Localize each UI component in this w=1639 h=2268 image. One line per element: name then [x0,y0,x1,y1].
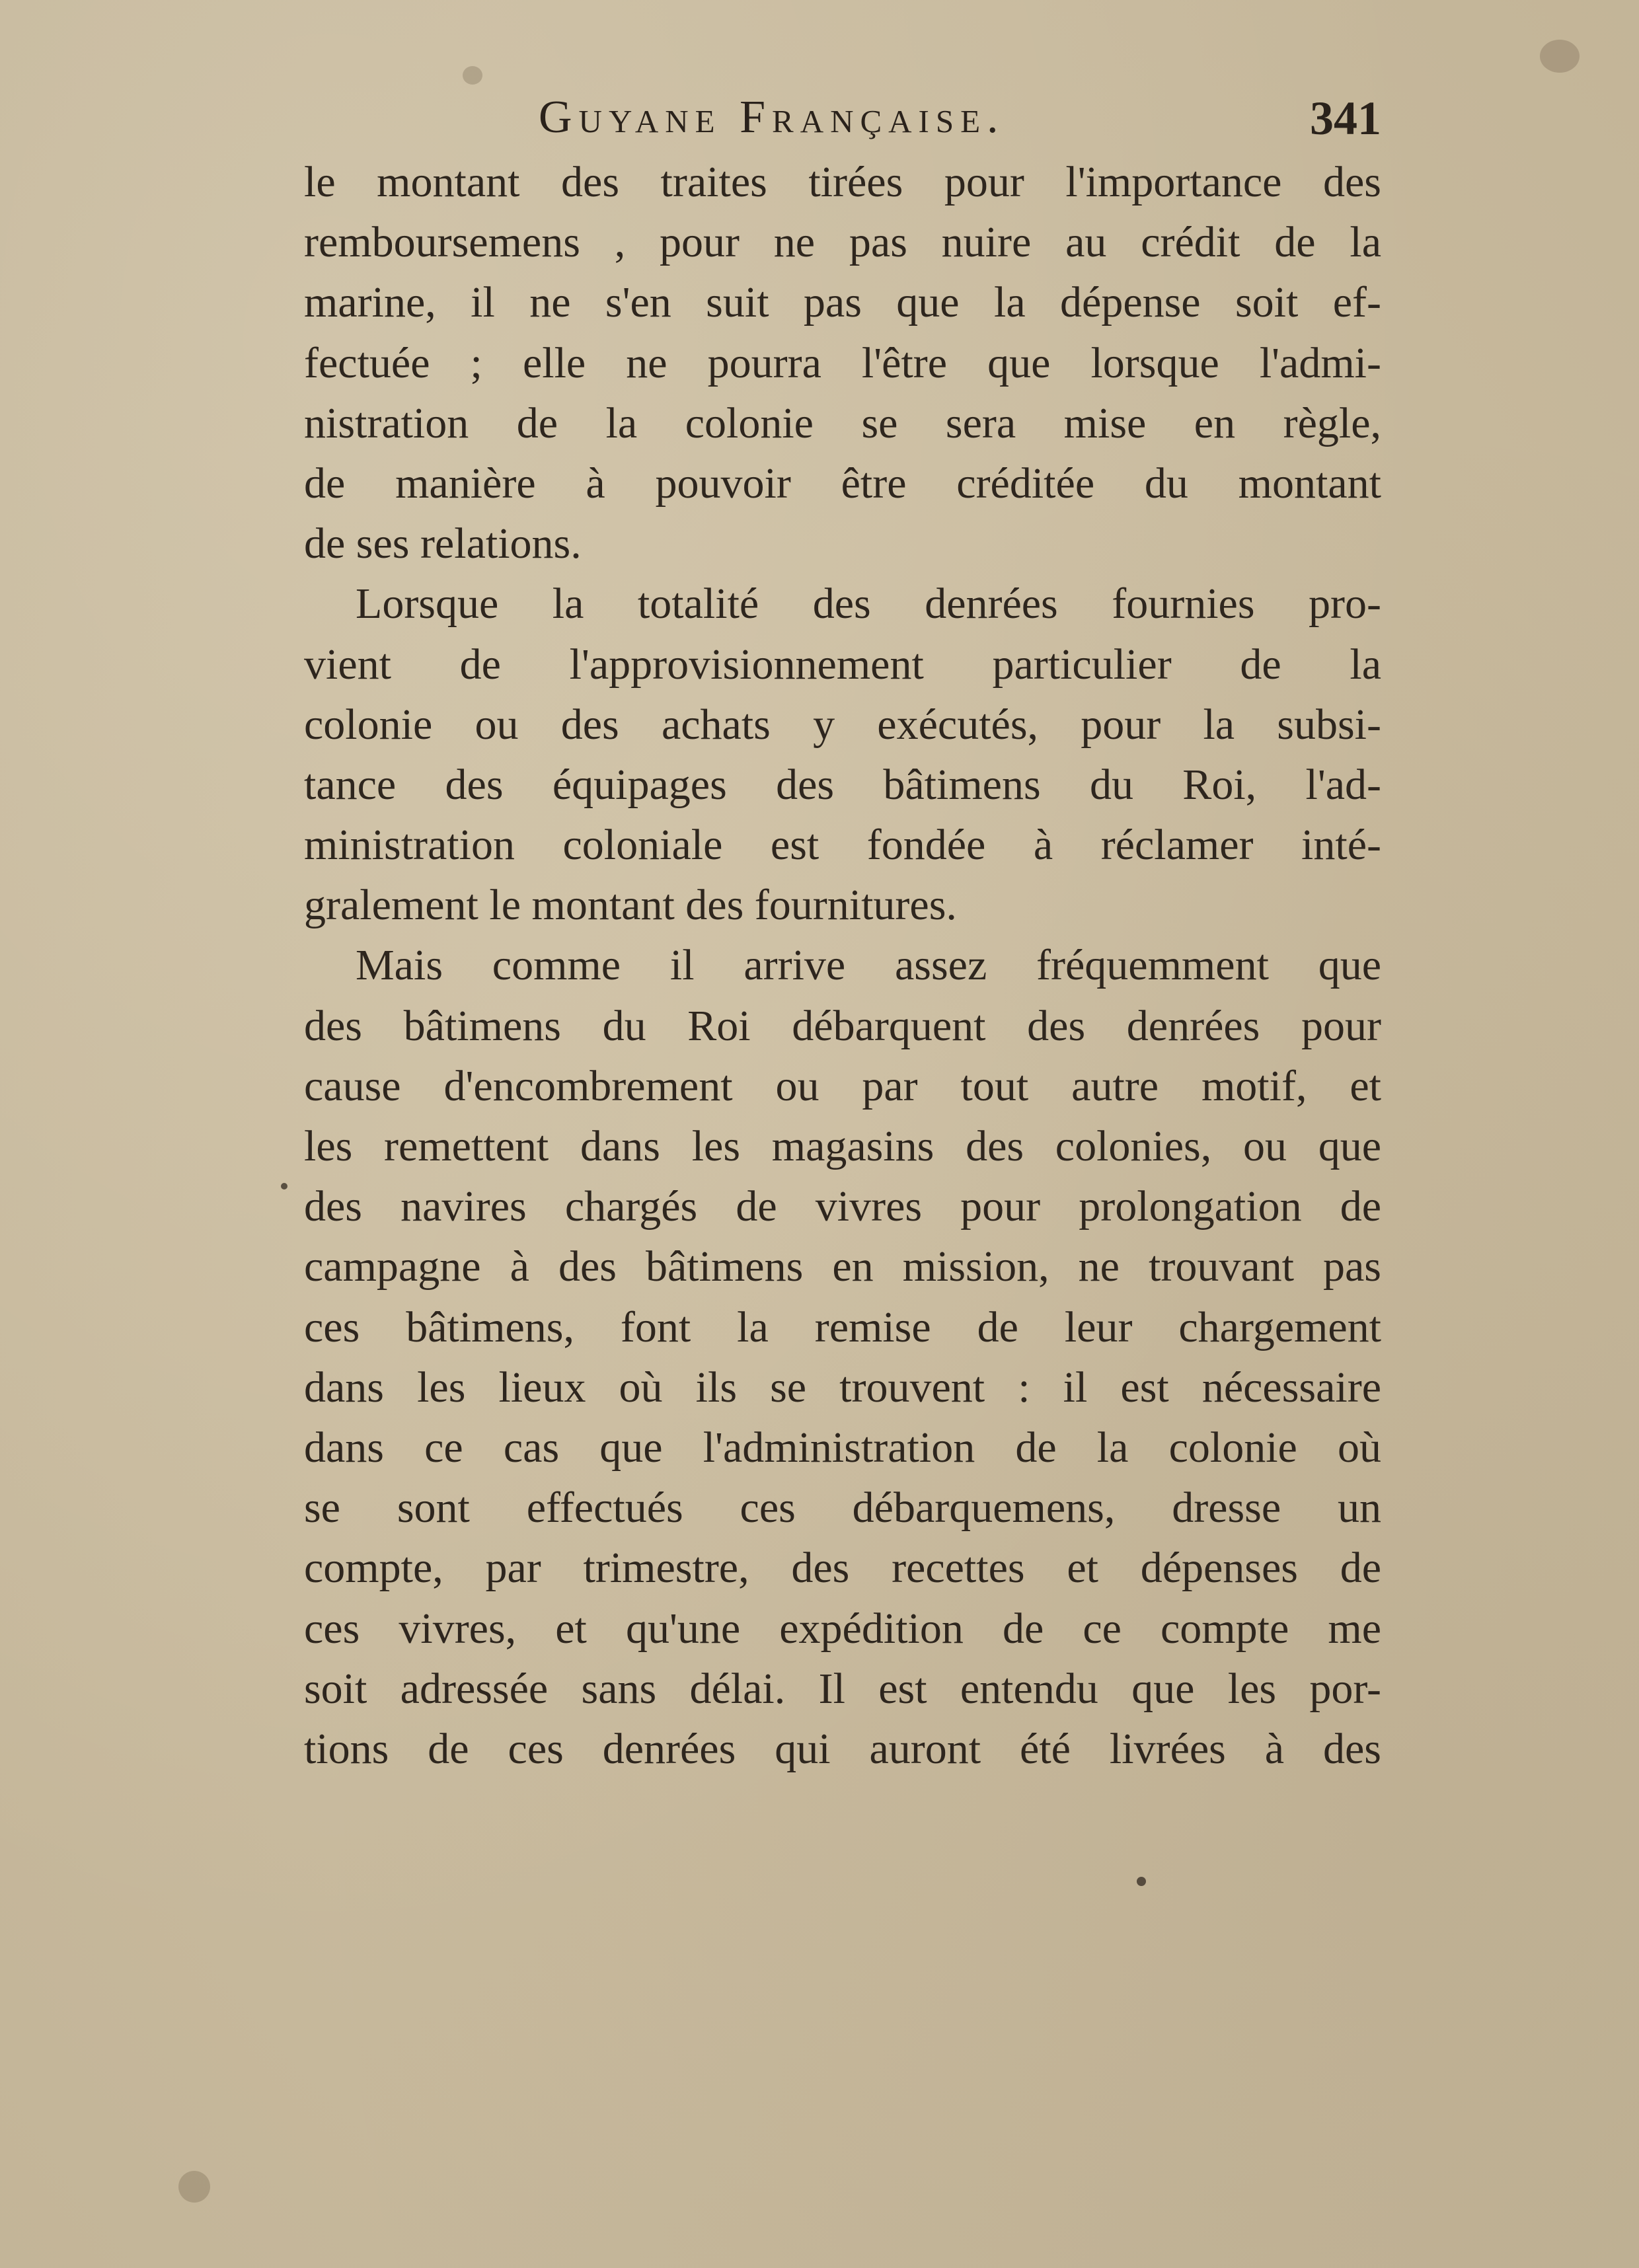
text-line: de ses relations. [304,519,582,568]
text-line: nistration de la colonie se sera mise en règle, [304,398,1381,447]
text-line: des bâtimens du Roi débarquent des denrées pour [304,1001,1381,1050]
text-line: dans les lieux où ils se trouvent : il est nécessaire [304,1363,1381,1412]
text-line: remboursemens , pour ne pas nuire au crédit de la [304,218,1381,267]
text-line: vient de l'approvisionnement particulier de la [304,640,1381,689]
text-line: gralement le montant des fournitures. [304,881,957,930]
text-line: fectuée ; elle ne pourra l'être que lorsque l'admi- [304,338,1381,387]
running-header [307,91,1381,144]
text-line: le montant des traites tirées pour l'importance des [304,158,1381,206]
text-line: de manière à pouvoir être créditée du montant [304,459,1381,508]
text-line: ces bâtimens, font la remise de leur chargement [304,1303,1381,1351]
foxing-spot [178,2171,210,2203]
text-line: colonie ou des achats y exécutés, pour la subsi- [304,700,1381,749]
text-line: des navires chargés de vivres pour prolongation de [304,1182,1381,1231]
page-number: 341 [1310,92,1381,145]
body-text [304,152,1381,1779]
text-line: se sont effectués ces débarquemens, dresse un [304,1484,1381,1532]
foxing-spot [1137,1877,1146,1886]
text-line: campagne à des bâtimens en mission, ne trouvant pas [304,1242,1381,1291]
text-line: cause d'encombrement ou par tout autre motif, et [304,1061,1381,1110]
text-line: Mais comme il arrive assez fréquemment que [356,941,1381,990]
text-line: les remettent dans les magasins des colonies, ou que [304,1122,1381,1170]
text-line: marine, il ne s'en suit pas que la dépense soit ef- [304,278,1381,327]
text-line: Lorsque la totalité des denrées fournies pro- [356,580,1381,628]
text-line: soit adressée sans délai. Il est entendu que les por- [304,1664,1381,1713]
foxing-spot [281,1183,287,1190]
foxing-spot [463,66,482,85]
foxing-spot [1540,40,1580,73]
text-line: compte, par trimestre, des recettes et dépenses de [304,1544,1381,1593]
text-line: ces vivres, et qu'une expédition de ce compte me [304,1604,1381,1653]
text-line: ministration coloniale est fondée à réclamer inté- [304,821,1381,870]
text-line: dans ce cas que l'administration de la colonie où [304,1423,1381,1472]
running-title: Guyane Française. [539,92,1005,143]
text-line: tions de ces denrées qui auront été livrées à des [304,1724,1381,1773]
text-line: tance des équipages des bâtimens du Roi, l'ad- [304,760,1381,809]
